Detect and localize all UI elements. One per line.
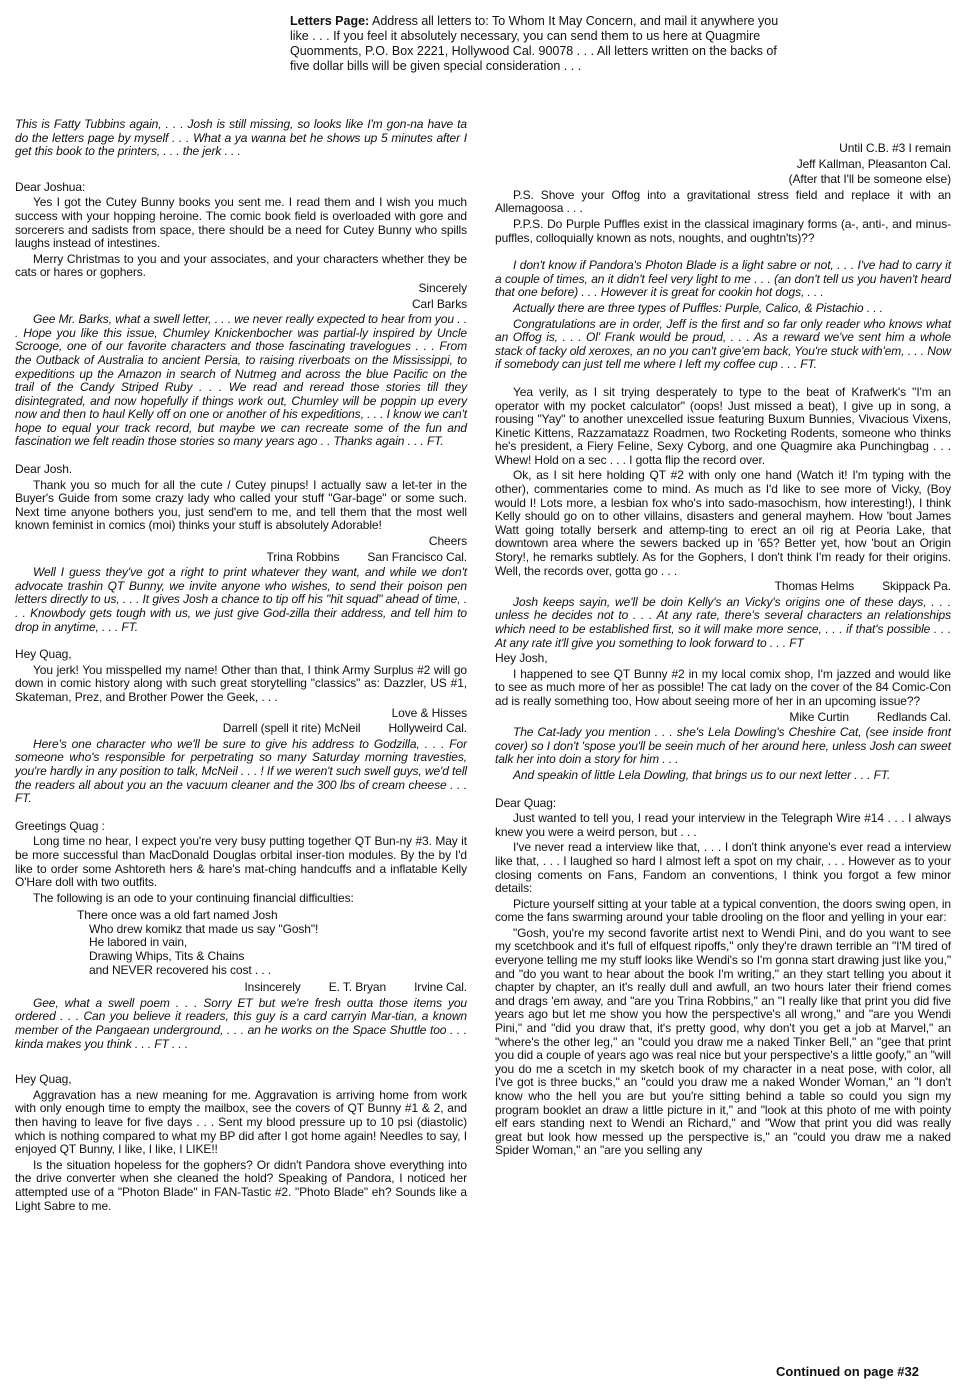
editor-reply: Here's one character who we'll be sure to give his address to Godzilla, . . . For someone who's responsible for perpetrating so many Saturday morning travesties, you're hardly in any position to talk, McNeil . . . ! If we weren't such swell guys, we'd tell the readers all about you an the vacuum cleaner and the 300 lbs of cream cheese . . . FT. [15, 736, 467, 806]
signer-place: San Francisco Cal. [367, 549, 467, 564]
editor-reply: I don't know if Pandora's Photon Blade is a light sabre or not, . . . I've had to carry it a couple of times, an it didn't feel very light to me . . . (an don't tell us you haven't heard that one before) . . . However it is great for cookin hot dogs, . . . [495, 258, 951, 300]
letter-closing: Sincerely [418, 280, 467, 295]
letter-salutation: Hey Josh, [495, 651, 548, 666]
letter-signature [495, 711, 951, 725]
letter-postscript: P.S. Shove your Offog into a gravitational stress field and replace it with an Allemagoosa . . . [495, 187, 951, 216]
letter-salutation: Hey Quag, [15, 1072, 72, 1087]
poem-line: Who drew komikz that made us say "Gosh"! [89, 921, 319, 936]
letter-paragraph: Picture yourself sitting at your table at a typical convention, the doors swing open, in come the fans swarming around your table drooling on the floor and yelling in your ear: [495, 896, 951, 925]
letter-paragraph: Yea verily, as I sit trying desperately to type to the beat of Krafwerk's "I'm an operator with my pocket calculator" (oops! Just missed a beat), I give up in song, a rousing "Yay" to another unexcelled issue featuring Buxum Bunnies, Vivacious Vixens, Kinetic Kittens, Razzamatazz Roadmen, two Rocketing Rodents, someone who thinks he's president, a Fiery Feline, Sexy Cyborg, and one Quagmire aka Punchingbag . . . Whew! Hold on a sec . . . I gotta flip the record over. [495, 384, 951, 467]
signer-name: Thomas Helms [774, 579, 855, 594]
letter-closing: Insincerely [244, 980, 301, 995]
editor-reply: Josh keeps sayin, we'll be doin Kelly's an Vicky's origins one of these days, . . . unless he decides not to . . . At any rate, there's several characters an relationships which need to be established first, so it will make more sence, . . . if that's possible . . . At any rate it'll give you something to look forward to . . . FT [495, 594, 951, 650]
letter-signature [495, 580, 951, 594]
signer-name: Trina Robbins [266, 549, 340, 564]
editor-reply: Well I guess they've got a right to print whatever they want, and while we don't advocate trashin QT Bunny, we invite anyone who wishes, to send their poison pen letters directly to us, . . . It gives Josh a chance to tip off his "hit squad" ahead of time, . . . Knowbody gets tough with us, we just give God-zilla their address, and tell him to drop in anytime, . . . FT. [15, 565, 467, 634]
editor-reply: Actually there are three types of Puffles: Purple, Calico, & Pistachio . . . [513, 300, 883, 315]
letter-paragraph: The following is an ode to your continuing financial difficulties: [33, 890, 354, 905]
letter-signature: Jeff Kallman, Pleasanton Cal. [796, 156, 951, 171]
letter-paragraph: Ok, as I sit here holding QT #2 with only one hand (Watch it! I'm typing with the other), commentaries come to mind. As much as I'd like to see more of Vicky, (Boy would I! Lots more, a lesbian fox who's into sado-masochism, how interesting!), I think Kelly should go on to other villains, disasters and general mayhem. How 'bout James Watt going totally berserk and attemp-ting to erect an oil rig at Peoria Lake, that downtown area where the sewers backed up in '65? Better yet, how 'bout an Origin Story!, he remarks subtlely. As for the Gophers, I don't think I'm ready for their origins. Well, the records over, gotta go . . . [495, 468, 951, 578]
poem-line: Drawing Whips, Tits & Chains [89, 949, 245, 964]
left-column [15, 118, 467, 1215]
intro-note: This is Fatty Tubbins again, . . . Josh is still missing, so looks like I'm gon-na have ta do the letters page by myself . . . What a ya wanna bet he shows up 5 minutes after I get this book to the printers, . . . the jerk . . . [15, 117, 467, 159]
header-title: Letters Page: [290, 14, 370, 28]
letter-paragraph: "Gosh, you're my second favorite artist next to Wendi Pini, and do you want to see my scetchbook and it's full of elfquest ripoffs," only they're drawn terrible an "I'M tired of everyone telling me my stuff looks like Wendi's so I'm gonna start drawing just like you," and "do you want to hear about the book I'm writing," an they start telling you about it chapter by chapter, an it's really dull and awfull, an two hours later their friend comes and drags 'em away, and "are you Trina Robbins," an "I really like that print you did five years ago but let me show you how the perspective's all wrong," and "are you Wendi Pini," and "did you draw that, it's pretty good, why don't you get a job at Marvel," an "where's the other leg," an "could you draw me a naked Tinker Bell," an "gee that print you did a couple of years ago was real nice but your perspective's a little goofy," an "will you do me a scetch in my sketch book of my character in a neat pose, with color, all I've got is three bucks," an "could you draw me a naked Wonder Woman," an "I don't know who the hell you are but you're sitting behind a table so could you sign my program booklet an draw a little picture in it," and "look at this photo of me with pointy elf ears standing next to Wendi an Richard," and "Wow that print you did was really great but look how messed up the perspective is," an "could you draw me a naked Spider Woman," an "are you selling any [495, 925, 951, 1158]
letter-paragraph: Merry Christmas to you and your associates, and your characters whether they be cats or hares or gophers. [15, 251, 467, 280]
letter-salutation: Greetings Quag : [15, 818, 105, 833]
letter-paragraph: I've never read a interview like that, . . . I don't think anyone's ever read a interview like that, . . . I laughed so hard I almost left a spot on my chair, . . . However as to your closing coments on Fans, Fandom an conventions, I think you forgot a few minor details: [495, 840, 951, 896]
letter-closing: Cheers [428, 534, 467, 549]
poem-line: He labored in vain, [89, 935, 188, 950]
poem-line: There once was a old fart named Josh [77, 908, 278, 923]
editor-reply: Congratulations are in order, Jeff is the first and so far only reader who knows what an Offog is, . . . Ol' Frank would be proud, . . . As a reward we've sent him a whole stack of tacky old xeroxes, an no you can't give'em back, You're stuck with'em, . . . Now if somebody can just tell me where I left my coffee cup . . . FT. [495, 316, 951, 372]
letter-postscript: P.P.S. Do Purple Puffles exist in the classical imaginary forms (a-, anti-, and minus-puffles, colloquially known as nots, noughts, and oughtn'ts)?? [495, 216, 951, 245]
letter-signature [15, 981, 467, 995]
letter-signature [15, 722, 467, 736]
letter-signature-note: (After that I'll be someone else) [788, 172, 951, 187]
signer-place: Hollyweird Cal. [388, 721, 467, 736]
letter-salutation: Dear Josh. [15, 462, 73, 477]
signer-name: Mike Curtin [789, 709, 849, 724]
letter-signature: Carl Barks [411, 296, 467, 311]
letter-closing: Love & Hisses [391, 705, 467, 720]
signer-name: E. T. Bryan [328, 980, 387, 995]
continued-note: Continued on page #32 [775, 1364, 919, 1379]
header-text: Address all letters to: To Whom It May Concern, and mail it anywhere you like . . . If you feel it absolutely necessary, you can send them to us here at Quagmire Quomments, P.O. Box 2221, Hollywood Cal. 90078 . . . All letters written on the backs of five dollar bills will be given special consideration . . . [290, 14, 779, 73]
signer-place: Irvine Cal. [414, 980, 467, 995]
signer-place: Redlands Cal. [876, 709, 951, 724]
poem-line: and NEVER recovered his cost . . . [89, 962, 272, 977]
editor-reply: The Cat-lady you mention . . . she's Lela Dowling's Cheshire Cat, (see inside front cover) so I don't 'spose you'll be seein much of her around here, unless Josh can sweet talk her into doin a story for him . . . [495, 725, 951, 767]
right-column [495, 142, 951, 1160]
letter-paragraph: Thank you so much for all the cute / Cutey pinups! I actually saw a let-ter in the Buyer's Guide from some crazy lady who called your stuff "Gar-bage" or some such. Next time anyone bothers you, just send'em to me, and tell them that the most well known feminist in comics (moi) thinks your stuff is absolutely Adorable! [15, 477, 467, 533]
letter-paragraph: You jerk! You misspelled my name! Other than that, I think Army Surplus #2 will go down in comic history along with such great storytelling "classics" as: Dazzler, US #1, Skateman, Prez, and Brother Power the Geek, . . . [15, 662, 467, 704]
editor-reply: Gee, what a swell poem . . . Sorry ET but we're fresh outta those items you ordered . . . Can you believe it readers, this guy is a card carryin Mar-tian, a known member of the Pangaean underground, . . . an he works on the Space Shuttle too . . . kinda makes you think . . . FT . . . [15, 995, 467, 1051]
letter-paragraph: Long time no hear, I expect you're very busy putting together QT Bun-ny #3. May it be more successful than MacDonald Douglas orbital inser-tion modules. By the by I'd like to order some Ashtoreth hers & hare's mat-ching handcuffs and a inflatable Kelly O'Hare doll with two outfits. [15, 834, 467, 890]
letter-paragraph: Is the situation hopeless for the gophers? Or didn't Pandora shove everything into the drive converter when she cleaned the hold? Speaking of Pandora, I noticed her attempted use of a "Photon Blade" in FAN-Tastic #2. "Photo Blade" eh? Sounds like a Light Sabre to me. [15, 1157, 467, 1213]
letter-paragraph: Yes I got the Cutey Bunny books you sent me. I read them and I wish you much success with your hopping heroine. The comic book field is overloaded with gore and sorcerers and sadists from space, there should be a need for Cutey Bunny who spills laughs instead of intestines. [15, 195, 467, 251]
letter-paragraph: I happened to see QT Bunny #2 in my local comix shop, I'm jazzed and would like to see as much more of her as possible! The cat lady on the cover of the 84 Comic-Con ad is really something too, How about seeing more of her in an upcoming issue?? [495, 666, 951, 708]
signer-place: Skippack Pa. [882, 579, 951, 594]
letter-salutation: Dear Quag: [495, 795, 557, 810]
editor-reply: And speakin of little Lela Dowling, that brings us to our next letter . . . FT. [513, 767, 891, 782]
letters-header [290, 14, 790, 74]
editor-reply: Gee Mr. Barks, what a swell letter, . . . we never really expected to hear from you . . . Hope you like this issue, Chumley Knickenbocher was partial-ly inspired by Uncle Scrooge, one of our favorite characters and those fascinating travelogues . . . From the Outback of Australia to ancient Persia, to raising riverboats on the Mississippi, to expeditions up the Amazon in search of Nutmeg and across the blue Pacific on the trail of the Candy Striped Ruby . . . We read and reread those stories till they disintegrated, and now hopefully if things work out, Chumley will be poppin up every now and then to haul Kelly off on one or another of his expeditions, . . . I know we can't hope to equal your track record, but maybe we can recreate some of the fun and fascination we felt readin those stories so many years ago . . Thanks again . . . FT. [15, 312, 467, 449]
letter-salutation: Hey Quag, [15, 647, 72, 662]
signer-name: Darrell (spell it rite) McNeil [222, 721, 361, 736]
letter-paragraph: Aggravation has a new meaning for me. Aggravation is arriving home from work with only enough time to empty the mailbox, see the covers of QT Bunny #1 & 2, and then having to leave for five days . . . Sent my blood pressure up to 10 psi (diastolic) which is nothing compared to what my BP did after I got home again! Needles to say, I enjoyed QT Bunny, I like, I like, I LIKE!! [15, 1087, 467, 1157]
letter-paragraph: Just wanted to tell you, I read your interview in the Telegraph Wire #14 . . . I always knew you were a weird person, but . . . [495, 811, 951, 839]
letter-signature [15, 551, 467, 565]
letter-closing: Until C.B. #3 I remain [839, 141, 951, 155]
letter-salutation: Dear Joshua: [15, 179, 86, 194]
poem [77, 909, 467, 977]
